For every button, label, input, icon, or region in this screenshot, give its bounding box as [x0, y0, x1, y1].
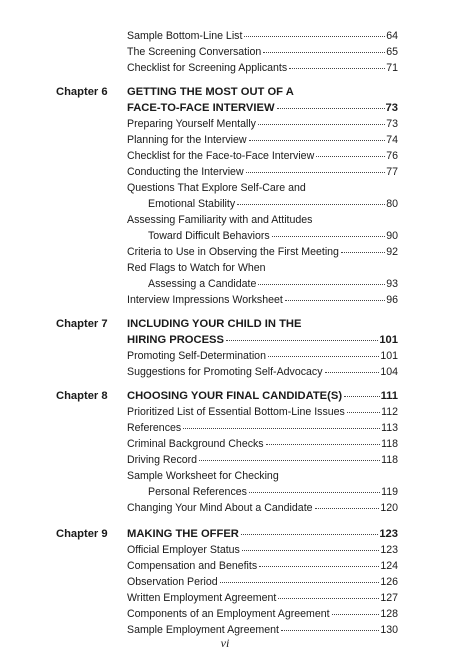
chapter-title: HIRING PROCESS	[127, 334, 224, 346]
dot-leader	[226, 330, 378, 341]
page-ref: 130	[380, 624, 398, 636]
chapter-title: MAKING THE OFFER	[127, 528, 239, 540]
entry-title: Criminal Background Checks	[127, 438, 264, 450]
dot-leader	[347, 402, 380, 413]
page-ref: 120	[380, 502, 398, 514]
page-ref: 126	[380, 576, 398, 588]
dot-leader	[242, 540, 379, 551]
entry-title: Conducting the Interview	[127, 166, 244, 178]
toc-entry	[0, 196, 450, 212]
page-ref: 127	[380, 592, 398, 604]
chapter-title: FACE-TO-FACE INTERVIEW	[127, 102, 275, 114]
dot-leader	[281, 620, 379, 631]
toc-entry	[0, 574, 450, 590]
page-ref: 90	[386, 230, 398, 242]
entry-title: Toward Difficult Behaviors	[148, 230, 270, 242]
dotted-leader-line	[127, 292, 398, 308]
page-ref: 71	[386, 62, 398, 74]
entry-title: Compensation and Benefits	[127, 560, 258, 572]
page-ref: 80	[386, 198, 398, 210]
entry-title: The Screening Conversation	[127, 46, 262, 58]
page-ref: 101	[379, 334, 398, 346]
dot-leader	[332, 604, 380, 615]
dot-leader	[272, 226, 386, 237]
entry-title: Emotional Stability	[148, 198, 236, 210]
dot-leader	[268, 346, 379, 357]
dot-leader	[244, 26, 385, 37]
toc-entry	[0, 364, 450, 380]
toc-entry	[0, 452, 450, 468]
entry-title: Personal References	[148, 486, 247, 498]
page-ref: 64	[386, 30, 398, 42]
entry-title: Changing Your Mind About a Candidate	[127, 502, 313, 514]
dot-leader	[289, 58, 385, 69]
entry-title: Sample Worksheet for Checking	[127, 470, 279, 482]
page-ref: 118	[381, 438, 398, 450]
toc-entry	[0, 292, 450, 308]
toc-entry	[0, 244, 450, 260]
page-ref: 73	[385, 102, 398, 114]
page-ref: 123	[380, 544, 398, 556]
dot-leader	[259, 556, 379, 567]
chapter-label: Chapter 8	[56, 390, 108, 402]
entry-title: Preparing Yourself Mentally	[127, 118, 256, 130]
entry-title: Assessing Familiarity with and Attitudes	[127, 214, 313, 226]
page-ref: 73	[386, 118, 398, 130]
dotted-leader-line	[127, 244, 398, 260]
dot-leader	[199, 450, 380, 461]
dot-leader	[315, 498, 380, 509]
page-ref: 101	[380, 350, 398, 362]
entry-title: Interview Impressions Worksheet	[127, 294, 283, 306]
dot-leader	[258, 274, 385, 285]
toc-entry	[0, 332, 450, 348]
toc-entry	[0, 420, 450, 436]
dotted-leader-line	[127, 60, 398, 76]
chapter-label: Chapter 7	[56, 318, 108, 330]
dot-leader	[258, 114, 385, 125]
page-ref: 128	[380, 608, 398, 620]
dot-leader	[316, 146, 385, 157]
dot-leader	[266, 434, 381, 445]
toc-entry	[0, 590, 450, 606]
toc-entry	[0, 542, 450, 558]
toc-entry	[0, 606, 450, 622]
dot-leader	[220, 572, 380, 583]
chapter-label: Chapter 6	[56, 86, 108, 98]
dot-leader	[249, 482, 380, 493]
entry-title: Planning for the Interview	[127, 134, 247, 146]
chapter-title: INCLUDING YOUR CHILD IN THE	[127, 318, 302, 330]
toc-entry	[0, 60, 450, 76]
dotted-leader-line	[127, 500, 398, 516]
dotted-leader-line	[127, 364, 398, 380]
dotted-leader-line	[127, 452, 398, 468]
entry-title: Checklist for Screening Applicants	[127, 62, 288, 74]
entry-title: Components of an Employment Agreement	[127, 608, 330, 620]
dot-leader	[237, 194, 385, 205]
dot-leader	[183, 418, 380, 429]
page-ref: 104	[380, 366, 398, 378]
page-ref: 96	[386, 294, 398, 306]
dot-leader	[341, 242, 385, 253]
page-ref: 123	[379, 528, 398, 540]
dot-leader	[325, 362, 380, 373]
dot-leader	[285, 290, 385, 301]
toc-entry	[0, 526, 450, 542]
entry-title: Checklist for the Face-to-Face Interview	[127, 150, 315, 162]
entry-title: Prioritized List of Essential Bottom-Line Issues	[127, 406, 345, 418]
page-ref: 74	[386, 134, 398, 146]
entry-title: Sample Employment Agreement	[127, 624, 279, 636]
page-ref: 76	[386, 150, 398, 162]
entry-title: Sample Bottom-Line List	[127, 30, 243, 42]
chapter-title: CHOOSING YOUR FINAL CANDIDATE(S)	[127, 390, 343, 402]
dot-leader	[278, 588, 379, 599]
page-ref: 77	[386, 166, 398, 178]
chapter-label: Chapter 9	[56, 528, 108, 540]
entry-title: Promoting Self-Determination	[127, 350, 266, 362]
page-ref: 65	[386, 46, 398, 58]
entry-title: Questions That Explore Self-Care and	[127, 182, 306, 194]
toc-entry	[0, 348, 450, 364]
page-ref: 93	[386, 278, 398, 290]
entry-title: Assessing a Candidate	[148, 278, 257, 290]
dotted-leader-line	[127, 164, 398, 180]
chapter-title: GETTING THE MOST OUT OF A	[127, 86, 294, 98]
dot-leader	[263, 42, 385, 53]
entry-title: Criteria to Use in Observing the First Meeting	[127, 246, 339, 258]
dotted-leader-line	[148, 196, 398, 212]
page-ref: 92	[386, 246, 398, 258]
entry-title: Driving Record	[127, 454, 198, 466]
toc-entry	[0, 484, 450, 500]
entry-title: Suggestions for Promoting Self-Advocacy	[127, 366, 323, 378]
toc-entry	[0, 164, 450, 180]
entry-title: Red Flags to Watch for When	[127, 262, 266, 274]
dot-leader	[277, 98, 385, 109]
page-ref: 119	[381, 486, 398, 498]
entry-title: References	[127, 422, 182, 434]
dot-leader	[249, 130, 386, 141]
page-ref: 124	[380, 560, 398, 572]
page-ref: 112	[381, 406, 398, 418]
page-ref: 113	[381, 422, 398, 434]
page-ref: 111	[380, 390, 398, 402]
page-number: vi	[220, 636, 230, 650]
toc-entry	[0, 468, 450, 484]
page-ref: 118	[381, 454, 398, 466]
entry-title: Written Employment Agreement	[127, 592, 277, 604]
toc-entry	[0, 388, 450, 404]
entry-title: Observation Period	[127, 576, 218, 588]
entry-title: Official Employer Status	[127, 544, 240, 556]
dot-leader	[241, 524, 378, 535]
dot-leader	[344, 386, 380, 397]
toc-entry	[0, 500, 450, 516]
dot-leader	[246, 162, 386, 173]
